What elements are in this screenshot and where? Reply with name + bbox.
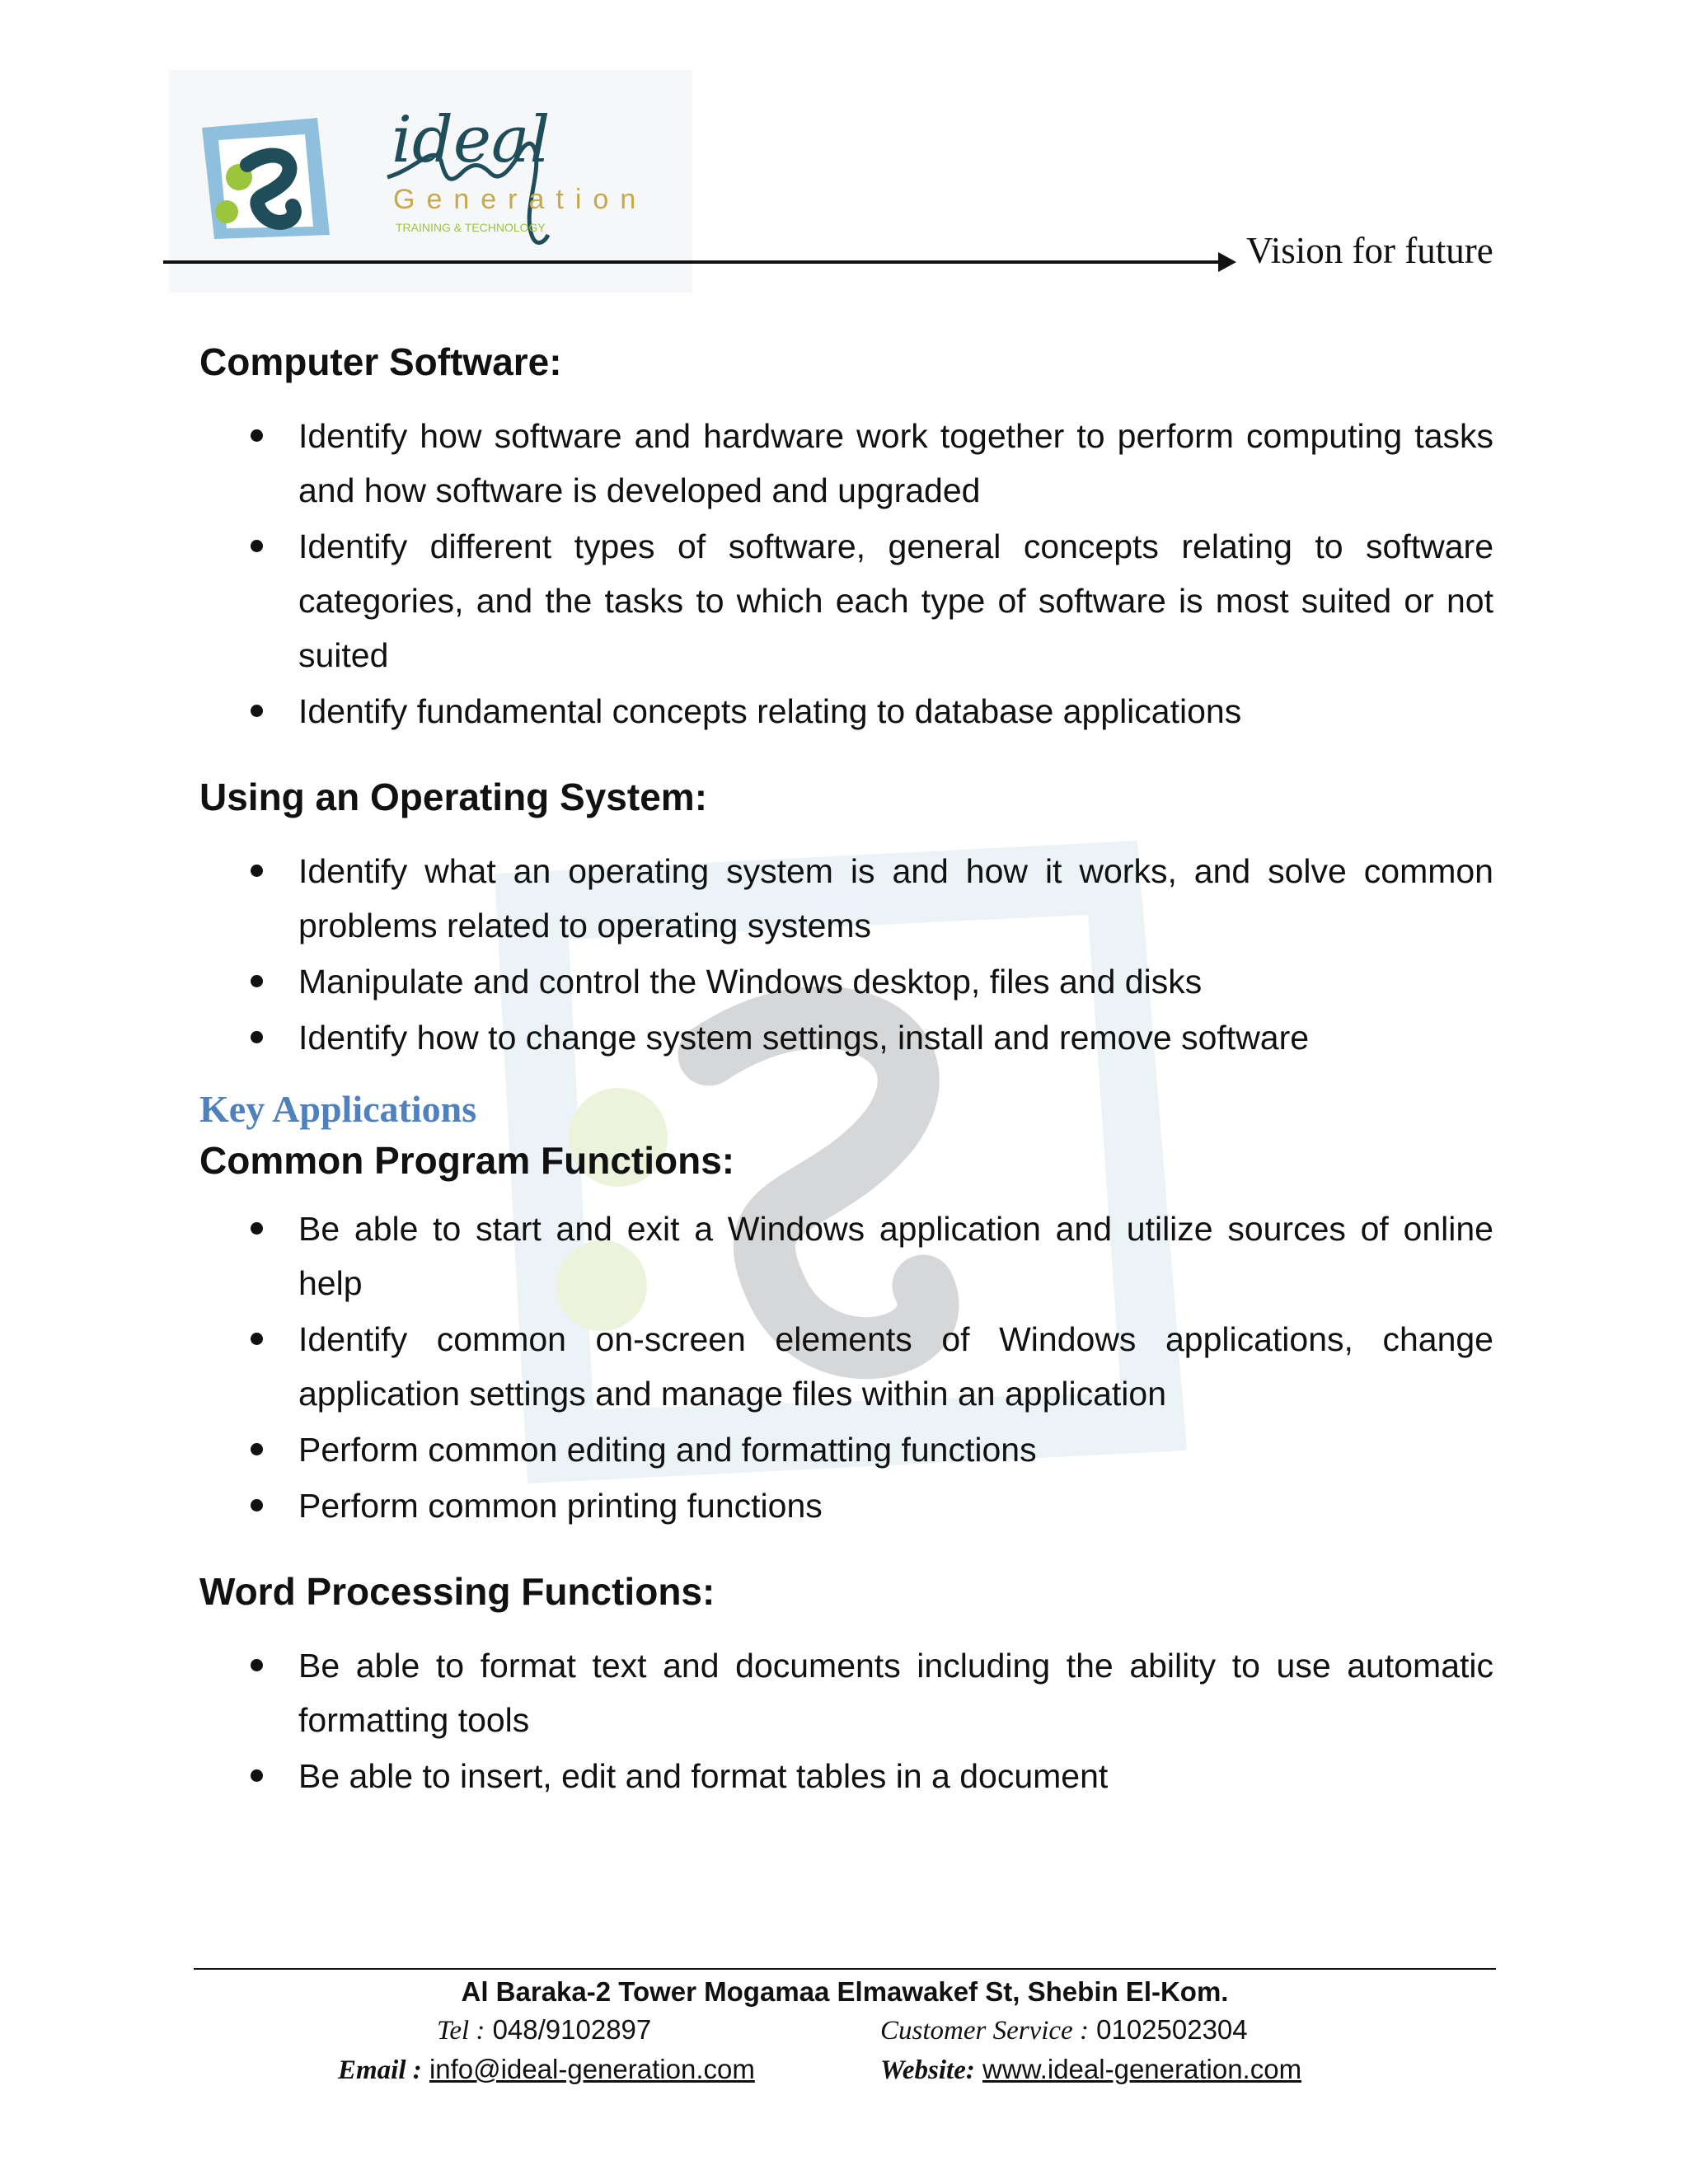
customer-service-value: 0102502304 — [1096, 2014, 1248, 2045]
section-title: Common Program Functions: — [199, 1139, 735, 1182]
footer-customer-service — [880, 2011, 1248, 2050]
list-item: Be able to insert, edit and format tables in a document — [199, 1749, 1493, 1803]
list-item: Identify common on-screen elements of Windows applications, change application settings and manage files within an application — [199, 1312, 1493, 1421]
list-item: Manipulate and control the Windows desktop, files and disks — [199, 954, 1493, 1009]
key-applications-heading: Key Applications — [199, 1088, 477, 1130]
company-logo — [169, 70, 692, 293]
arrow-right-icon — [1218, 252, 1236, 272]
logo-generation: Generation — [393, 184, 648, 215]
footer-tel — [437, 2011, 651, 2050]
list-item: Identify how software and hardware work together to perform computing tasks and how software is developed and upgraded — [199, 409, 1493, 518]
section-operating-system — [199, 765, 1493, 1065]
logo-word: ideal — [392, 103, 551, 177]
section-title: Word Processing Functions: — [199, 1570, 715, 1613]
website-link[interactable]: www.ideal-generation.com — [982, 2054, 1302, 2084]
list-item: Perform common editing and formatting functions — [199, 1422, 1493, 1477]
footer-email — [338, 2050, 755, 2089]
section-computer-software — [199, 330, 1493, 738]
list-item: Identify fundamental concepts relating to database applications — [199, 684, 1493, 738]
list-item: Perform common printing functions — [199, 1479, 1493, 1533]
section-title: Using an Operating System: — [199, 776, 708, 818]
list-item: Identify different types of software, general concepts relating to software categories, and the tasks to which each type of software is most suited or not suited — [199, 519, 1493, 682]
email-label: Email : — [338, 2055, 422, 2085]
section-word-processing — [199, 1559, 1493, 1803]
bullet-list — [199, 409, 1493, 738]
footer-address: Al Baraka-2 Tower Mogamaa Elmawakef St, Shebin El-Kom. — [461, 1976, 1229, 2007]
bullet-list — [199, 1638, 1493, 1803]
section-title: Computer Software: — [199, 340, 562, 383]
list-item: Identify what an operating system is and how it works, and solve common problems related to operating systems — [199, 844, 1493, 953]
website-label: Website: — [880, 2055, 975, 2085]
email-link[interactable]: info@ideal-generation.com — [429, 2054, 755, 2084]
customer-service-label: Customer Service : — [880, 2016, 1089, 2046]
bullet-list — [199, 1202, 1493, 1533]
bullet-list — [199, 844, 1493, 1065]
section-common-program-functions — [199, 1085, 1493, 1533]
tel-label: Tel : — [437, 2016, 485, 2046]
logo-subtitle: TRAINING & TECHNOLOGY — [396, 221, 546, 234]
list-item: Be able to format text and documents including the ability to use automatic formatting tools — [199, 1638, 1493, 1747]
document-body — [199, 330, 1493, 1805]
footer-rule — [194, 1968, 1496, 1970]
list-item: Identify how to change system settings, install and remove software — [199, 1010, 1493, 1065]
tel-value: 048/9102897 — [492, 2014, 652, 2045]
tagline: Vision for future — [1246, 230, 1493, 271]
list-item: Be able to start and exit a Windows application and utilize sources of online help — [199, 1202, 1493, 1310]
footer-contacts — [0, 2011, 1688, 2090]
footer-website — [880, 2050, 1301, 2089]
header-rule — [163, 260, 1233, 264]
